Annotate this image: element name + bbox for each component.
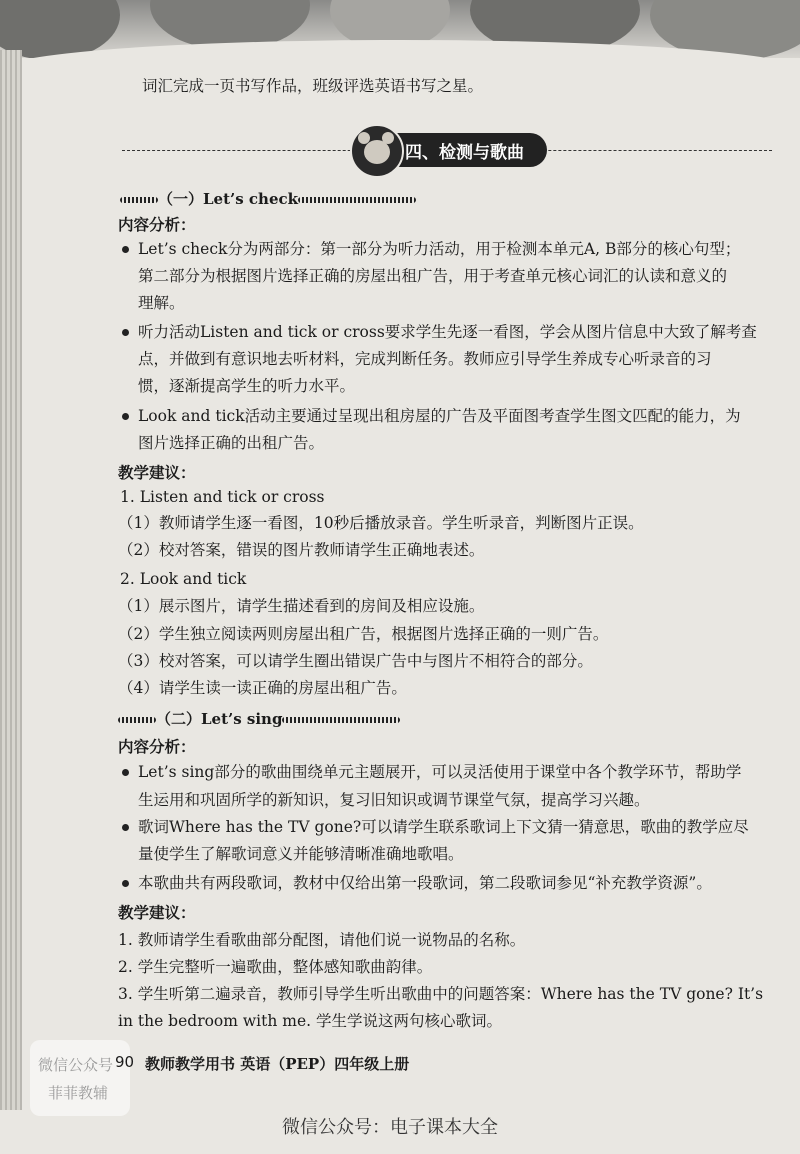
bullet-text: 量使学生了解歌词意义并能够清晰准确地歌唱。 — [138, 845, 464, 863]
page-number: 90 — [115, 1053, 135, 1071]
suggestion-line: （2）校对答案，错误的图片教师请学生正确地表述。 — [118, 541, 485, 559]
suggestion-line: （4）请学生读一读正确的房屋出租广告。 — [118, 679, 407, 697]
suggestion-line: （3）校对答案，可以请学生圈出错误广告中与图片不相符合的部分。 — [118, 652, 593, 670]
bullet-dot — [122, 824, 129, 831]
suggestion-line: （2）学生独立阅读两则房屋出租广告，根据图片选择正确的一则广告。 — [118, 625, 609, 643]
bullet-text: 第二部分为根据图片选择正确的房屋出租广告，用于考查单元核心词汇的认读和意义的 — [138, 267, 728, 285]
bullet-text: 生运用和巩固所学的新知识，复习旧知识或调节课堂气氛，提高学习兴趣。 — [138, 791, 650, 809]
bullet-text: Let’s sing部分的歌曲围绕单元主题展开，可以灵活使用于课堂中各个教学环节，帮助学 — [138, 763, 742, 781]
bullet-dot — [122, 413, 129, 420]
bullet-dot — [122, 880, 129, 887]
bullet-text: 点，并做到有意识地去听材料，完成判断任务。教师应引导学生养成专心听录音的习 — [138, 350, 712, 368]
bullet-text: Let’s check分为两部分：第一部分为听力活动，用于检测本单元A, B部分的核心句型； — [138, 240, 741, 258]
bullet-text: Look and tick活动主要通过呈现出租房屋的广告及平面图考查学生图文匹配的能力，为 — [138, 407, 741, 425]
bullet-text: 歌词Where has the TV gone?可以请学生联系歌词上下文猜一猜意思，歌曲的教学应尽 — [138, 818, 749, 836]
suggestion-line: 2. Look and tick — [120, 570, 247, 588]
section-banner-title: 四、检测与歌曲 — [405, 143, 524, 163]
section-check-heading — [120, 188, 416, 209]
suggestion-line: 2. 学生完整听一遍歌曲，整体感知歌曲韵律。 — [118, 958, 433, 976]
bullet-text: 本歌曲共有两段歌词，教材中仅给出第一段歌词，第二段歌词参见“补充教学资源”。 — [138, 874, 712, 892]
floral-header-decoration — [0, 0, 800, 58]
suggestion-line: （1）教师请学生逐一看图，10秒后播放录音。学生听录音，判断图片正误。 — [118, 514, 644, 532]
wavy-rule — [298, 197, 416, 203]
bullet-text: 听力活动Listen and tick or cross要求学生先逐一看图，学会从图片信息中大致了解考查 — [138, 323, 757, 341]
suggestion-line: in the bedroom with me. 学生学说这两句核心歌词。 — [118, 1012, 502, 1030]
watermark-line: 微信公众号 — [38, 1056, 114, 1074]
bullet-text: 理解。 — [138, 294, 185, 312]
content-analysis-label: 内容分析： — [118, 738, 196, 756]
section-check-title: （一）Let’s check — [158, 190, 299, 208]
bullet-dot — [122, 769, 129, 776]
bullet-dot — [122, 329, 129, 336]
bullet-text: 惯，逐渐提高学生的听力水平。 — [138, 377, 356, 395]
content-analysis-label: 内容分析： — [118, 216, 196, 234]
section-sing-heading — [118, 708, 400, 729]
bullet-dot — [122, 246, 129, 253]
intro-line: 词汇完成一页书写作品，班级评选英语书写之星。 — [142, 77, 484, 95]
watermark-stamp — [30, 1040, 130, 1116]
bear-mascot-icon — [350, 124, 404, 178]
suggestion-line: 1. Listen and tick or cross — [120, 488, 325, 506]
suggestion-line: 3. 学生听第二遍录音，教师引导学生听出歌曲中的问题答案：Where has the TV gone? It’s — [118, 985, 764, 1003]
teaching-suggestion-label: 教学建议： — [118, 464, 196, 482]
section-sing-title: （二）Let’s sing — [156, 710, 283, 728]
bottom-watermark: 微信公众号：电子课本大全 — [282, 1117, 498, 1138]
bullet-text: 图片选择正确的出租广告。 — [138, 434, 325, 452]
wavy-rule — [118, 717, 156, 723]
wavy-rule — [120, 197, 158, 203]
book-title: 教师教学用书 英语（PEP）四年级上册 — [145, 1055, 410, 1073]
suggestion-line: 1. 教师请学生看歌曲部分配图，请他们说一说物品的名称。 — [118, 931, 526, 949]
suggestion-line: （1）展示图片，请学生描述看到的房间及相应设施。 — [118, 597, 485, 615]
watermark-line: 菲菲教辅 — [48, 1084, 109, 1102]
teaching-suggestion-label: 教学建议： — [118, 904, 196, 922]
wavy-rule — [282, 717, 400, 723]
page-stack-edge — [0, 50, 22, 1110]
